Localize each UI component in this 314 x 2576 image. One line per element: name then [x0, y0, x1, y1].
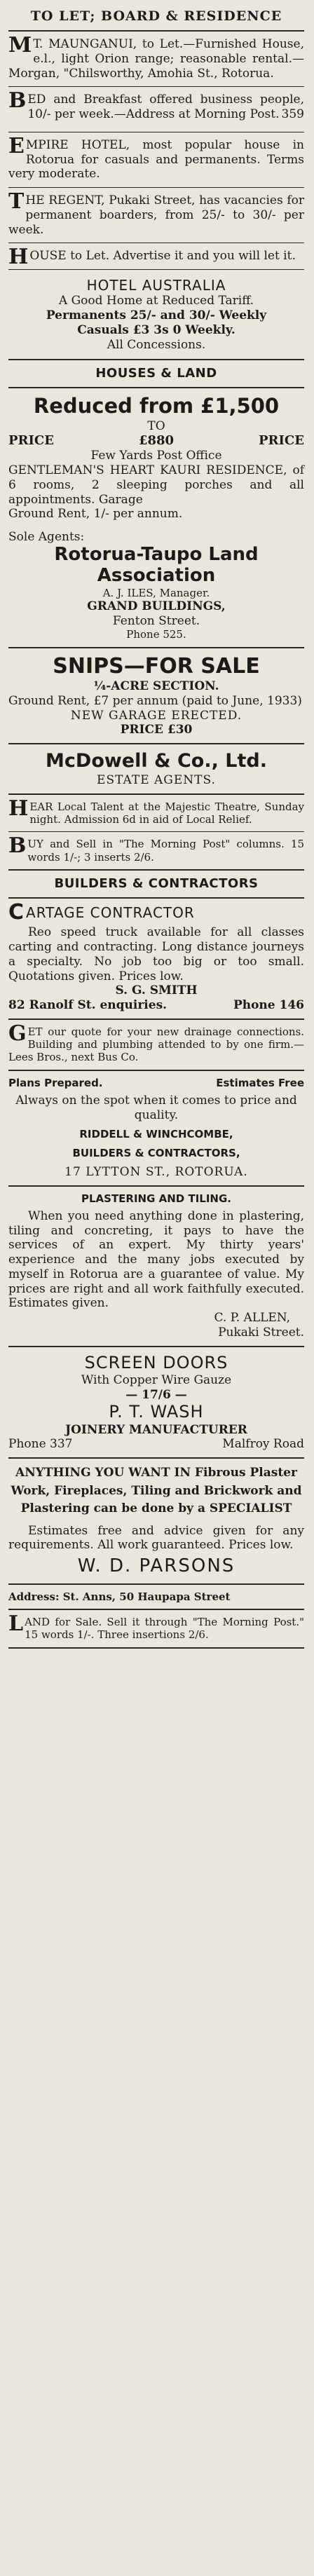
divider — [8, 1647, 304, 1649]
plastering-title: PLASTERING AND TILING. — [81, 1192, 231, 1205]
lytton-st: 17 LYTTON ST., ROTORUA. — [64, 1164, 248, 1179]
ad-hear-local-talent: HEAR Local Talent at the Majestic Theatre, Sunday night. Admission 6d in aid of Local Relief. — [8, 796, 304, 826]
price-right: PRICE — [259, 433, 304, 449]
divider — [8, 793, 304, 795]
ground-rent-2: Ground Rent, £7 per annum (paid to June, 1933) — [8, 693, 302, 708]
section-header-board: TO LET; BOARD & RESIDENCE — [30, 8, 282, 24]
manager: A. J. ILES, Manager. — [102, 586, 210, 599]
divider — [8, 1346, 304, 1347]
cartage-title: CARTAGE CONTRACTOR — [8, 899, 195, 925]
screen-doors: SCREEN DOORS — [84, 1352, 228, 1372]
phone-146: Phone 146 — [233, 997, 304, 1012]
ad-bed-breakfast: BED and Breakfast offered business people, 10/- per week.—Address at Morning Post. 359 — [8, 88, 304, 122]
ranolf: 82 Ranolf St. enquiries. — [8, 997, 168, 1012]
plans-row — [8, 1077, 304, 1089]
phone-525: Phone 525. — [126, 628, 186, 641]
divider — [8, 647, 304, 648]
riddell: RIDDELL & WINCHCOMBE, — [79, 1128, 233, 1141]
parsons-address: Address: St. Anns, 50 Haupapa Street — [8, 1590, 231, 1603]
sole-agents: Sole Agents: — [8, 530, 85, 544]
estimates-free: Estimates Free — [216, 1076, 304, 1089]
phone-337: Phone 337 — [8, 1437, 73, 1452]
divider — [8, 86, 304, 87]
always-spot: Always on the spot when it comes to price and quality. — [15, 1093, 297, 1122]
ad-house-to-let: HOUSE to Let. Advertise it and you will let it. — [8, 245, 296, 270]
snips-headline: SNIPS—FOR SALE — [53, 653, 260, 679]
divider — [8, 743, 304, 744]
mcdowell: McDowell & Co., Ltd. — [46, 750, 267, 772]
price-17-6: — 17/6 — — [125, 1387, 187, 1402]
ad-hotel-australia: HOTEL AUSTRALIA A Good Home at Reduced Tariff. Permanents 25/- and 30/- Weekly Casuals £3 3s 0 Weekly. All Concessions. — [46, 276, 267, 352]
divider — [8, 30, 304, 32]
builders-contractors: BUILDERS & CONTRACTORS, — [72, 1146, 240, 1159]
divider — [8, 1583, 304, 1585]
divider — [8, 1457, 304, 1459]
assoc-name: Rotorua-Taupo Land Association — [54, 543, 259, 586]
ground-rent: Ground Rent, 1/- per annum. — [8, 507, 183, 522]
price-left: PRICE — [8, 433, 54, 449]
price-30: PRICE £30 — [120, 723, 193, 737]
price-mid: £880 — [138, 433, 175, 449]
section-header-builders: BUILDERS & CONTRACTORS — [54, 875, 259, 891]
ad-buy-sell: BUY and Sell in "The Morning Post" columns. 15 words 1/-; 3 inserts 2/6. — [8, 833, 304, 864]
divider — [8, 1185, 304, 1187]
divider — [8, 897, 304, 899]
estate-agents: ESTATE AGENTS. — [97, 773, 216, 788]
smith: S. G. SMITH — [115, 983, 198, 998]
allen: C. P. ALLEN, — [214, 1311, 290, 1326]
ad-regent: THE REGENT, Pukaki Street, has vacancies for permanent boarders, from 25/- to 30/- per week. — [8, 189, 304, 237]
ad-drainage: GET our quote for your new drainage connections. Building and plumbing attended to by one firm.—Lees Bros., next Bus Co. — [8, 1021, 304, 1064]
ad-empire-hotel: EMPIRE HOTEL, most popular house in Rotorua for casuals and permanents. Terms very moderate. — [8, 133, 304, 182]
wash: P. T. WASH — [109, 1402, 204, 1422]
plans: Plans Prepared. — [8, 1076, 103, 1089]
divider — [8, 831, 304, 832]
ad-maunganui: MT. MAUNGANUI, to Let.—Furnished House, e.l., light Orion range; reasonable rental.—Morgan, "Chilsworthy, Amohia St., Rotorua. — [8, 33, 304, 81]
garage: NEW GARAGE ERECTED. — [70, 708, 243, 723]
to-line: TO — [147, 418, 165, 433]
fenton: Fenton Street. — [112, 613, 200, 628]
wash-contact — [8, 1437, 304, 1452]
residence-desc: GENTLEMAN'S HEART KAURI RESIDENCE, of 6 rooms, 2 sleeping porches and all appointments. Garage — [8, 463, 304, 507]
grand-buildings: GRAND BUILDINGS, — [87, 599, 226, 613]
malfroy-road: Malfroy Road — [222, 1437, 304, 1452]
divider — [8, 387, 304, 388]
divider — [8, 1070, 304, 1071]
divider — [8, 359, 304, 360]
smith-contact — [8, 998, 304, 1013]
divider — [8, 869, 304, 871]
divider — [8, 1018, 304, 1020]
few-yards: Few Yards Post Office — [90, 449, 222, 463]
reduced-headline: Reduced from £1,500 — [33, 394, 280, 418]
anything-you-want: ANYTHING YOU WANT IN Fibrous Plaster Work, Fireplaces, Tiling and Brickwork and Plastering can be done by a SPECIALIST — [11, 1466, 302, 1516]
parsons: W. D. PARSONS — [77, 1555, 235, 1577]
ad-land-for-sale: LAND for Sale. Sell it through "The Morning Post." 15 words 1/-. Three insertions 2/6. — [8, 1611, 304, 1642]
price-line — [8, 433, 304, 449]
joinery: JOINERY MANUFACTURER — [65, 1422, 247, 1437]
section-header-houses: HOUSES & LAND — [95, 366, 217, 381]
estimates-advice: Estimates free and advice given for any requirements. All work guaranteed. Prices low. — [8, 1523, 304, 1553]
pukaki: Pukaki Street. — [218, 1325, 304, 1340]
copper-gauze: With Copper Wire Gauze — [81, 1372, 232, 1387]
divider — [8, 1609, 304, 1610]
divider — [8, 187, 304, 188]
divider — [8, 269, 304, 270]
cartage-body: Reo speed truck available for all classes carting and contracting. Long distance journeys a specialty. No job too big or too small. Quotations given. Prices low. — [8, 925, 304, 983]
plastering-body: When you need anything done in plastering, tiling and concreting, it pays to have the services of an expert. My thirty years' experience and the many jobs executed by myself in Rotorua are a guarantee of value. My prices are right and all work faithfully executed. Estimates given. — [8, 1209, 304, 1311]
acre: ¼-ACRE SECTION. — [93, 679, 219, 694]
